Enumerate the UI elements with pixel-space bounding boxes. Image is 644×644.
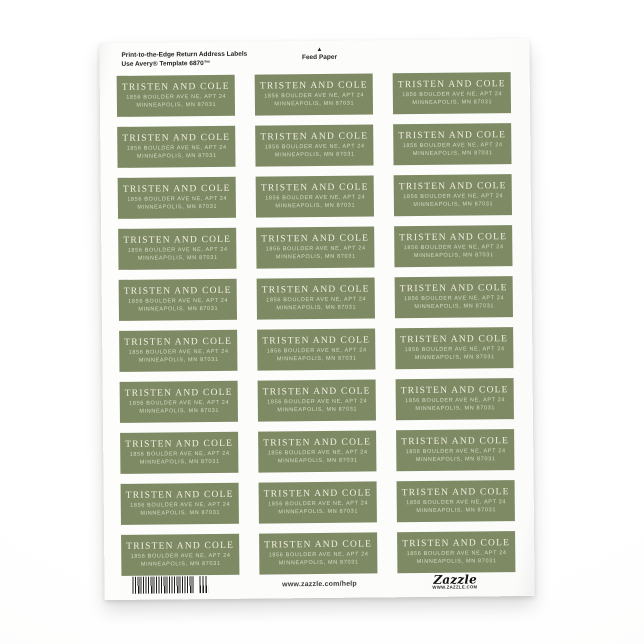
address-label — [119, 330, 237, 372]
label-address-line2: MINNEAPOLIS, MN 87031 — [277, 508, 358, 516]
label-address-line1: 1856 BOULDER AVE NE, APT 24 — [266, 347, 367, 354]
label-name-text: TRISTEN AND COLE — [125, 438, 234, 450]
label-address-line1: 1856 BOULDER AVE NE, APT 24 — [130, 552, 231, 560]
label-name-text: TRISTEN AND COLE — [262, 386, 371, 398]
label-address-line1: 1856 BOULDER AVE NE, APT 24 — [402, 141, 503, 149]
label-name-text: TRISTEN AND COLE — [126, 540, 235, 552]
label-address-line2: MINNEAPOLIS, MN 87031 — [276, 355, 357, 363]
label-address-line1: 1856 BOULDER AVE NE, APT 24 — [127, 297, 228, 305]
label-address-line1: 1856 BOULDER AVE NE, APT 24 — [127, 246, 228, 254]
label-address-line2: MINNEAPOLIS, MN 87031 — [138, 357, 219, 364]
label-address-line2: MINNEAPOLIS, MN 87031 — [416, 558, 497, 565]
zazzle-logo — [424, 574, 487, 592]
address-label — [120, 381, 238, 423]
label-name-text: TRISTEN AND COLE — [401, 487, 510, 499]
address-label — [118, 177, 236, 219]
label-name-text: TRISTEN AND COLE — [402, 538, 511, 550]
feed-paper-arrow-icon: ▲ — [316, 46, 323, 53]
label-address-line2: MINNEAPOLIS, MN 87031 — [413, 303, 494, 310]
label-address-line2: MINNEAPOLIS, MN 87031 — [136, 102, 216, 109]
label-address-line1: 1856 BOULDER AVE NE, APT 24 — [264, 143, 365, 150]
address-label — [121, 534, 239, 576]
label-address-line1: 1856 BOULDER AVE NE, APT 24 — [129, 501, 230, 509]
label-name-text: TRISTEN AND COLE — [399, 283, 508, 295]
label-sheet — [99, 39, 534, 600]
label-address-line2: MINNEAPOLIS, MN 87031 — [137, 255, 218, 262]
address-label — [256, 175, 374, 217]
address-label — [257, 277, 375, 319]
label-address-line1: 1856 BOULDER AVE NE, APT 24 — [128, 399, 229, 407]
address-label — [257, 328, 375, 370]
address-label — [258, 379, 376, 421]
label-address-line2: MINNEAPOLIS, MN 87031 — [139, 459, 220, 466]
template-instructions — [121, 51, 247, 69]
label-name-text: TRISTEN AND COLE — [122, 132, 231, 144]
label-name-text: TRISTEN AND COLE — [398, 181, 507, 193]
label-address-line1: 1856 BOULDER AVE NE, APT 24 — [265, 245, 366, 252]
label-address-line2: MINNEAPOLIS, MN 87031 — [137, 306, 218, 313]
label-address-line2: MINNEAPOLIS, MN 87031 — [415, 456, 496, 463]
label-name-text: TRISTEN AND COLE — [125, 489, 234, 501]
label-address-line2: MINNEAPOLIS, MN 87031 — [140, 561, 221, 568]
label-address-line1: 1856 BOULDER AVE NE, APT 24 — [129, 450, 230, 458]
label-name-text: TRISTEN AND COLE — [123, 285, 232, 297]
label-name-text: TRISTEN AND COLE — [260, 182, 369, 194]
label-name-text: TRISTEN AND COLE — [124, 336, 233, 348]
label-address-line2: MINNEAPOLIS, MN 87031 — [414, 354, 495, 361]
label-name-text: TRISTEN AND COLE — [261, 233, 370, 245]
label-name-text: TRISTEN AND COLE — [121, 81, 230, 93]
label-address-line1: 1856 BOULDER AVE NE, APT 24 — [406, 549, 507, 557]
label-address-line1: 1856 BOULDER AVE NE, APT 24 — [401, 90, 502, 98]
address-label — [119, 279, 237, 321]
label-address-line1: 1856 BOULDER AVE NE, APT 24 — [405, 498, 506, 506]
label-name-text: TRISTEN AND COLE — [122, 183, 231, 195]
address-label — [259, 532, 377, 574]
label-address-line2: MINNEAPOLIS, MN 87031 — [274, 100, 354, 108]
label-name-text: TRISTEN AND COLE — [263, 437, 372, 449]
address-label — [117, 126, 235, 168]
address-label — [395, 276, 513, 318]
address-label — [117, 75, 235, 117]
label-name-text: TRISTEN AND COLE — [398, 130, 507, 142]
label-address-line1: 1856 BOULDER AVE NE, APT 24 — [268, 551, 369, 558]
template-instructions-line1: Print-to-the-Edge Return Address Labels — [121, 50, 248, 59]
label-name-text: TRISTEN AND COLE — [124, 387, 233, 399]
address-label — [396, 378, 514, 420]
label-name-text: TRISTEN AND COLE — [262, 335, 371, 347]
label-name-text: TRISTEN AND COLE — [264, 539, 373, 551]
label-address-line2: MINNEAPOLIS, MN 87031 — [415, 507, 496, 514]
label-address-line1: 1856 BOULDER AVE NE, APT 24 — [403, 294, 504, 302]
zazzle-logo-subtext: WWW.ZAZZLE.COM — [432, 585, 478, 591]
address-label — [118, 228, 236, 270]
label-name-text: TRISTEN AND COLE — [399, 232, 508, 244]
address-label — [394, 225, 512, 267]
address-label — [395, 327, 513, 369]
label-address-line2: MINNEAPOLIS, MN 87031 — [277, 457, 358, 465]
label-address-line2: MINNEAPOLIS, MN 87031 — [136, 204, 217, 211]
label-name-text: TRISTEN AND COLE — [259, 80, 368, 92]
address-label — [397, 480, 515, 522]
label-address-line2: MINNEAPOLIS, MN 87031 — [412, 201, 493, 208]
label-address-line2: MINNEAPOLIS, MN 87031 — [138, 408, 219, 415]
label-address-line1: 1856 BOULDER AVE NE, APT 24 — [265, 296, 366, 303]
label-name-text: TRISTEN AND COLE — [260, 131, 369, 143]
address-label — [396, 429, 514, 471]
label-name-text: TRISTEN AND COLE — [401, 436, 510, 448]
zazzle-logo-wordmark: Zazzle — [433, 572, 478, 587]
address-label — [393, 123, 511, 165]
label-address-line2: MINNEAPOLIS, MN 87031 — [274, 151, 355, 159]
label-address-line1: 1856 BOULDER AVE NE, APT 24 — [405, 447, 506, 455]
address-label — [394, 174, 512, 216]
help-url-text: www.zazzle.com/help — [282, 580, 357, 589]
address-label — [120, 432, 238, 474]
label-address-line1: 1856 BOULDER AVE NE, APT 24 — [125, 93, 226, 101]
feed-paper-label: Feed Paper — [301, 53, 338, 62]
label-address-line1: 1856 BOULDER AVE NE, APT 24 — [126, 195, 227, 203]
label-name-text: TRISTEN AND COLE — [263, 488, 372, 500]
label-address-line1: 1856 BOULDER AVE NE, APT 24 — [267, 449, 368, 456]
address-label — [258, 430, 376, 472]
template-instructions-line2: Use Avery® Template 6870™ — [121, 59, 211, 68]
address-label — [393, 72, 511, 114]
label-address-line1: 1856 BOULDER AVE NE, APT 24 — [404, 345, 505, 353]
address-label — [121, 483, 239, 525]
label-address-line1: 1856 BOULDER AVE NE, APT 24 — [404, 396, 505, 404]
label-address-line2: MINNEAPOLIS, MN 87031 — [276, 406, 357, 414]
label-address-line2: MINNEAPOLIS, MN 87031 — [411, 99, 492, 106]
label-name-text: TRISTEN AND COLE — [261, 284, 370, 296]
label-address-line2: MINNEAPOLIS, MN 87031 — [275, 304, 356, 312]
label-address-line2: MINNEAPOLIS, MN 87031 — [278, 559, 359, 567]
label-address-line1: 1856 BOULDER AVE NE, APT 24 — [402, 192, 503, 200]
label-grid — [117, 72, 516, 576]
label-address-line2: MINNEAPOLIS, MN 87031 — [413, 252, 494, 259]
label-address-line1: 1856 BOULDER AVE NE, APT 24 — [263, 92, 364, 99]
label-address-line1: 1856 BOULDER AVE NE, APT 24 — [128, 348, 229, 356]
label-name-text: TRISTEN AND COLE — [397, 79, 506, 91]
address-label — [255, 124, 373, 166]
label-address-line1: 1856 BOULDER AVE NE, APT 24 — [403, 243, 504, 251]
label-address-line2: MINNEAPOLIS, MN 87031 — [274, 202, 355, 210]
label-address-line1: 1856 BOULDER AVE NE, APT 24 — [126, 144, 227, 152]
feed-paper-indicator — [295, 47, 343, 62]
label-address-line2: MINNEAPOLIS, MN 87031 — [136, 153, 217, 160]
address-label — [255, 73, 373, 115]
label-name-text: TRISTEN AND COLE — [400, 385, 509, 397]
address-label — [397, 531, 515, 573]
label-name-text: TRISTEN AND COLE — [400, 334, 509, 346]
address-label — [259, 481, 377, 523]
label-address-line2: MINNEAPOLIS, MN 87031 — [414, 405, 495, 412]
label-name-text: TRISTEN AND COLE — [123, 234, 232, 246]
label-address-line2: MINNEAPOLIS, MN 87031 — [275, 253, 356, 261]
label-address-line2: MINNEAPOLIS, MN 87031 — [139, 510, 220, 517]
label-address-line1: 1856 BOULDER AVE NE, APT 24 — [264, 194, 365, 201]
label-address-line1: 1856 BOULDER AVE NE, APT 24 — [266, 398, 367, 405]
label-address-line1: 1856 BOULDER AVE NE, APT 24 — [267, 500, 368, 507]
label-address-line2: MINNEAPOLIS, MN 87031 — [412, 150, 493, 157]
address-label — [256, 226, 374, 268]
